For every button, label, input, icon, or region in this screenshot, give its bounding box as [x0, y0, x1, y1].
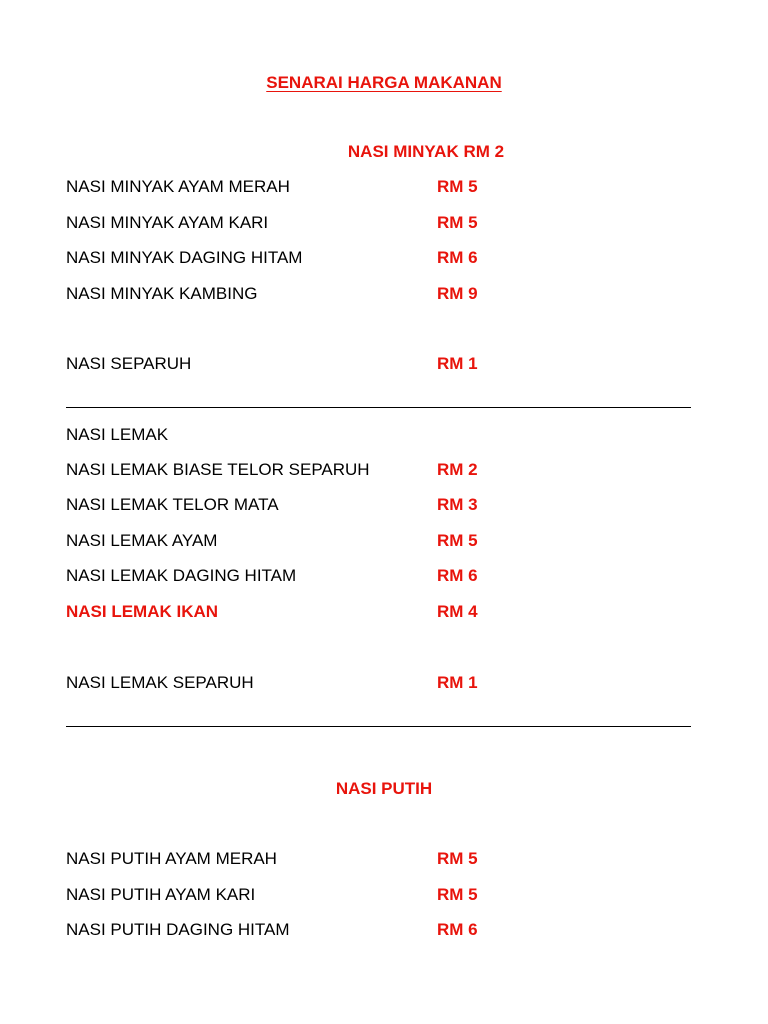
menu-item-price: RM 9	[437, 284, 478, 303]
section-heading-nasi-putih: NASI PUTIH	[335, 779, 433, 798]
menu-item-price: RM 5	[437, 885, 478, 904]
menu-item-price: RM 6	[437, 248, 478, 267]
menu-item-name: NASI SEPARUH	[66, 354, 192, 373]
menu-item-name: NASI PUTIH DAGING HITAM	[66, 920, 290, 939]
section-heading-nasi-minyak: NASI MINYAK RM 2	[347, 142, 505, 161]
menu-item-price: RM 6	[437, 566, 478, 585]
menu-item-price: RM 6	[437, 920, 478, 939]
divider-line	[66, 407, 691, 408]
menu-item-name: NASI MINYAK AYAM MERAH	[66, 177, 290, 196]
menu-item-name: NASI MINYAK DAGING HITAM	[66, 248, 303, 267]
menu-item-name: NASI LEMAK AYAM	[66, 531, 218, 550]
menu-item-name: NASI MINYAK KAMBING	[66, 284, 258, 303]
menu-item-price: RM 2	[437, 460, 478, 479]
menu-item-price: RM 5	[437, 849, 478, 868]
divider-line	[66, 726, 691, 727]
menu-item-name: NASI MINYAK AYAM KARI	[66, 213, 269, 232]
menu-item-name: NASI LEMAK BIASE TELOR SEPARUH	[66, 460, 370, 479]
menu-item-price: RM 3	[437, 495, 478, 514]
menu-item-price: RM 1	[437, 673, 478, 692]
menu-item-price: RM 5	[437, 213, 478, 232]
menu-item-price: RM 5	[437, 531, 478, 550]
menu-item-name: NASI LEMAK SEPARUH	[66, 673, 254, 692]
menu-item-price: RM 4	[437, 602, 478, 621]
section-heading-nasi-lemak: NASI LEMAK	[66, 425, 169, 444]
menu-item-price: RM 5	[437, 177, 478, 196]
menu-item-name-highlighted: NASI LEMAK IKAN	[66, 602, 219, 621]
menu-item-name: NASI LEMAK TELOR MATA	[66, 495, 279, 514]
menu-item-name: NASI PUTIH AYAM MERAH	[66, 849, 277, 868]
menu-item-name: NASI PUTIH AYAM KARI	[66, 885, 256, 904]
menu-item-price: RM 1	[437, 354, 478, 373]
page-title: SENARAI HARGA MAKANAN	[266, 73, 502, 92]
menu-item-name: NASI LEMAK DAGING HITAM	[66, 566, 297, 585]
